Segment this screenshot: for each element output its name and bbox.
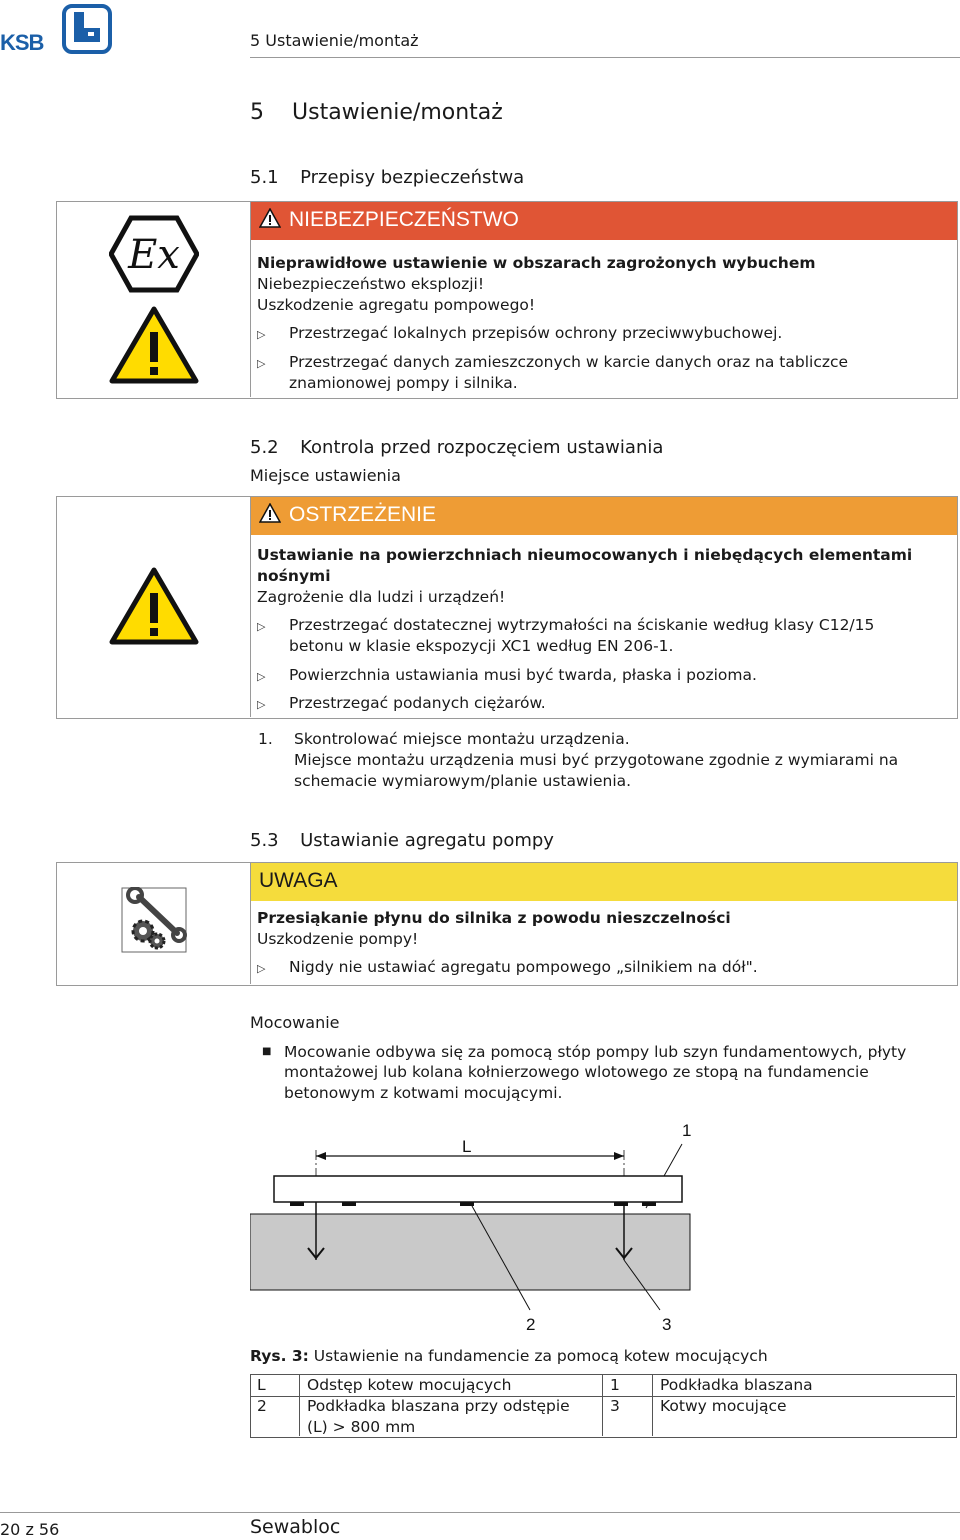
danger-bullet-2 [257,352,848,374]
notice-banner [251,863,957,901]
bullet-text: Przestrzegać lokalnych przepisów ochrony przeciwwybuchowej. [289,324,783,342]
table-rule [602,1375,603,1436]
caption-prefix: Rys. 3: [250,1347,309,1365]
label-2: 2 [526,1315,536,1334]
bullet-text: Przestrzegać dostatecznej wytrzymałości na ściskanie według klasy C12/15 [289,616,875,634]
label-1: 1 [682,1121,692,1140]
table-cell: Odstęp kotew mocujących [307,1376,512,1394]
page-number: 20 z 56 [0,1520,60,1539]
table-cell: 3 [610,1397,620,1415]
warning-banner-icon [259,499,281,535]
bullet-triangle-icon: ▷ [257,670,266,683]
table-cell: Podkładka blaszana [660,1376,813,1394]
bullet-triangle-icon: ▷ [257,357,266,370]
table-rule [299,1375,300,1436]
section-title: Kontrola przed rozpoczęciem ustawiania [300,437,664,458]
table-cell: 2 [257,1397,267,1415]
bullet-text: Powierzchnia ustawiania musi być twarda, płaska i pozioma. [289,666,757,684]
bullet-text: Nigdy nie ustawiać agregatu pompowego „silnikiem na dół". [289,958,758,976]
ex-hexagon-icon [109,214,199,298]
section-5-2-title [250,437,663,458]
section-title: Ustawianie agregatu pompy [300,830,554,851]
subheading-miejsce: Miejsce ustawienia [250,466,401,485]
bullet-triangle-icon: ▷ [257,698,266,711]
warning-triangle-icon [109,306,199,388]
mocowanie-heading: Mocowanie [250,1013,340,1032]
notice-line-1: Uszkodzenie pompy! [257,930,419,948]
running-header: 5 Ustawienie/montaż [250,31,419,50]
bullet-text: Przestrzegać danych zamieszczonych w karcie danych oraz na tabliczce [289,353,849,371]
danger-line-1: Niebezpieczeństwo eksplozji! [257,275,485,293]
footer-rule [0,1512,960,1513]
bullet-triangle-icon: ▷ [257,620,266,633]
danger-icon-column [57,202,251,397]
ex-icon-label: Ex [128,232,180,278]
warning-bullet-2 [257,665,757,687]
bullet-triangle-icon: ▷ [257,328,266,341]
figure-caption [250,1346,768,1367]
danger-banner-text: NIEBEZPIECZEŃSTWO [289,208,519,231]
wrench-gears-icon [121,887,187,957]
step-note-b: schemacie wymiarowym/planie ustawienia. [294,772,632,790]
table-cell: (L) > 800 mm [307,1418,416,1436]
bullet-triangle-icon: ▷ [257,962,266,975]
foundation-diagram [250,1110,700,1342]
label-L: L [462,1137,472,1156]
product-name: Sewabloc [250,1516,341,1538]
warning-heading-b: nośnymi [257,567,331,585]
warning-bullet-3 [257,693,546,715]
danger-line-2: Uszkodzenie agregatu pompowego! [257,296,536,314]
step-1 [258,729,630,750]
warning-triangle-icon [109,567,199,649]
warning-heading-a: Ustawianie na powierzchniach nieumocowanych i niebędących elementami [257,546,913,564]
section-number: 5.3 [250,830,279,851]
warning-box [56,496,958,719]
square-bullet-icon: ■ [262,1046,272,1057]
table-cell: L [257,1376,266,1394]
danger-banner-icon [259,204,281,240]
warning-banner [251,497,957,535]
danger-bullet-2-cont: znamionowej pompy i silnika. [289,374,518,392]
mocowanie-text-b: montażowej lub kolana kołnierzowego wlotowego ze stopą na fundamencie [284,1063,869,1081]
section-5-3-title [250,830,554,851]
table-rule [652,1375,653,1436]
step-note-a: Miejsce montażu urządzenia musi być przygotowane zgodnie z wymiarami na [294,751,899,769]
bullet-text: Przestrzegać podanych ciężarów. [289,694,546,712]
notice-box [56,862,958,986]
notice-banner-text: UWAGA [259,869,338,892]
warning-line-1: Zagrożenie dla ludzi i urządzeń! [257,588,506,606]
caption-text: Ustawienie na fundamencie za pomocą kotew mocujących [313,1347,768,1365]
danger-bullet-1 [257,323,782,345]
mocowanie-item [262,1041,906,1063]
header-rule [250,57,960,58]
section-title: Przepisy bezpieczeństwa [300,167,525,188]
warning-bullet-1 [257,615,874,637]
danger-banner [251,202,957,240]
notice-icon-column [57,863,251,984]
notice-bullet-1 [257,957,758,979]
danger-heading: Nieprawidłowe ustawienie w obszarach zagrożonych wybuchem [257,254,816,272]
chapter-title-text: Ustawienie/montaż [292,100,503,125]
section-5-1-title [250,167,524,188]
table-cell: Podkładka blaszana przy odstępie [307,1397,570,1415]
chapter-number: 5 [250,100,264,125]
section-number: 5.1 [250,167,279,188]
mocowanie-text-c: betonowym z kotwami mocującymi. [284,1084,563,1102]
warning-icon-column [57,497,251,717]
legend-table [250,1374,957,1438]
table-cell: Kotwy mocujące [660,1397,787,1415]
warning-bullet-1-cont: betonu w klasie ekspozycji XC1 według EN 206-1. [289,637,674,655]
danger-box [56,201,958,399]
section-number: 5.2 [250,437,279,458]
label-3: 3 [662,1315,672,1334]
table-cell: 1 [610,1376,620,1394]
chapter-title [250,100,503,125]
step-text: Skontrolować miejsce montażu urządzenia. [294,730,630,748]
warning-banner-text: OSTRZEŻENIE [289,503,437,526]
mocowanie-text-a: Mocowanie odbywa się za pomocą stóp pompy lub szyn fundamentowych, płyty [284,1043,907,1061]
step-number: 1. [258,730,273,748]
notice-heading: Przesiąkanie płynu do silnika z powodu nieszczelności [257,909,731,927]
ksb-logo-text: KSB [0,30,44,55]
